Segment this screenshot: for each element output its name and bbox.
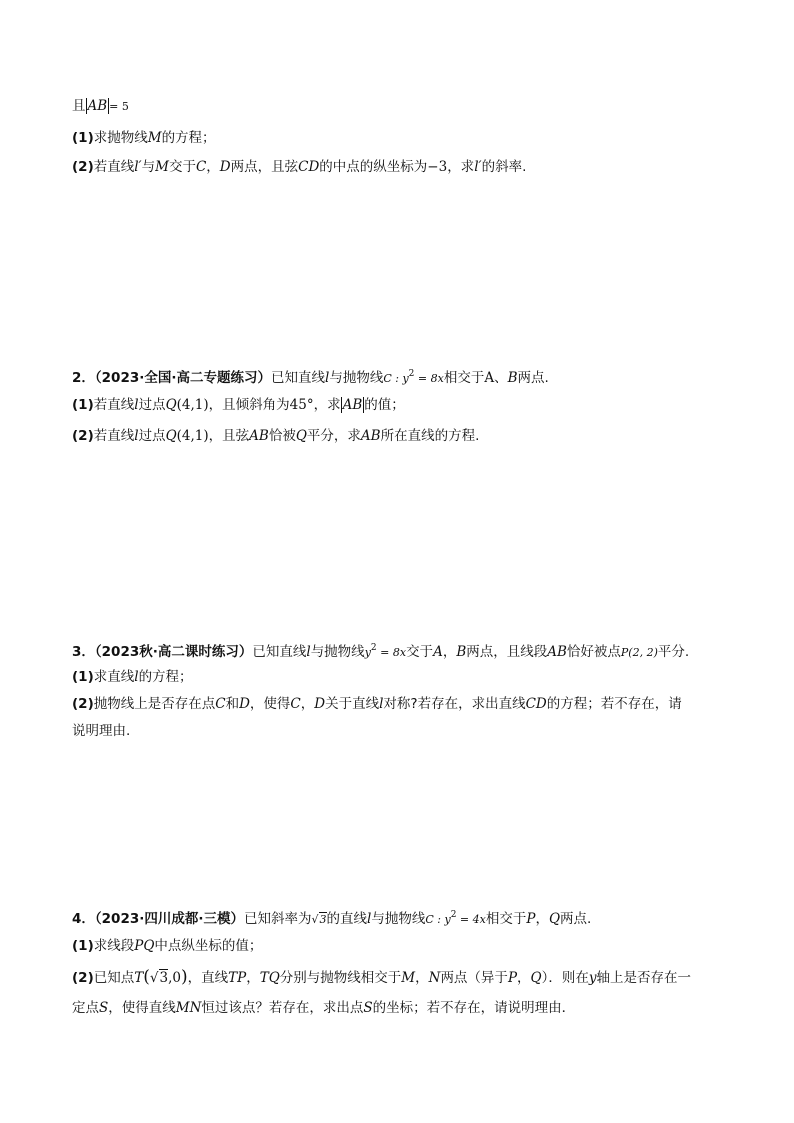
text: ， — [206, 159, 220, 175]
math-exponent: 2 — [408, 369, 415, 379]
text: 和 — [225, 696, 240, 712]
text: 相交于 — [443, 370, 485, 386]
math-M: M — [147, 130, 162, 146]
text: 若直线 — [93, 428, 135, 444]
math-AB: AB — [249, 428, 269, 444]
text: 过点 — [138, 397, 166, 413]
math-MN: MN — [175, 1000, 202, 1016]
math-l: l — [134, 669, 139, 685]
math-sqrt: √3 — [149, 970, 169, 986]
text: 若直线 — [93, 159, 135, 175]
text: 已知点 — [93, 970, 135, 986]
math-D: D — [219, 159, 231, 175]
math-curve: y — [364, 646, 371, 659]
math-coord: (4,1) — [176, 428, 209, 444]
math-C: C — [215, 696, 226, 712]
math-CD: CD — [525, 696, 547, 712]
math-l: l — [379, 696, 384, 712]
math-D: D — [239, 696, 250, 712]
math-l: l — [134, 397, 139, 413]
math-point-P: P(2, 2) — [620, 646, 658, 659]
q4-part1 — [72, 936, 262, 956]
math-CD: CD — [298, 159, 320, 175]
text: ， — [300, 696, 315, 712]
math-D: D — [314, 696, 326, 712]
math-Q: Q — [548, 911, 561, 927]
math-l: l — [306, 644, 311, 660]
text: 两点. — [560, 911, 592, 927]
math-TP: TP — [228, 970, 247, 986]
math-P: P — [526, 911, 536, 927]
text: 交于 — [406, 644, 434, 660]
text: 恰被 — [268, 428, 296, 444]
q2-part1 — [72, 395, 405, 415]
math-A: A — [433, 644, 443, 660]
math-l: l — [134, 428, 139, 444]
text: 定点 — [72, 1000, 99, 1016]
text: ， — [442, 644, 457, 660]
math-coord: (4,1) — [176, 397, 209, 413]
math-sqrt: √3 — [311, 913, 327, 926]
text: ，且倾斜角为 — [208, 397, 290, 413]
part-tag: (2) — [72, 970, 94, 986]
math-N: N — [428, 970, 441, 986]
text: 的坐标；若不存在，请说明理由． — [372, 1000, 576, 1016]
text: 求线段 — [93, 938, 135, 954]
math-value: −3 — [427, 159, 448, 175]
text: ， — [535, 911, 549, 927]
math-exponent: 2 — [370, 643, 377, 653]
text: ， — [415, 970, 429, 986]
text: 抛物线上是否存在点 — [93, 696, 216, 712]
text: ， — [246, 970, 260, 986]
math-curve: C : y — [383, 372, 409, 385]
math-y: y — [588, 970, 597, 986]
math-M: M — [155, 159, 169, 175]
q4-stem — [72, 905, 591, 930]
text: 的中点的纵坐标为 — [319, 159, 428, 175]
text: ，求 — [447, 159, 475, 175]
text: 平分. — [657, 644, 690, 660]
text: 中点纵坐标的值； — [154, 938, 263, 954]
text: 的直线 — [326, 911, 368, 927]
math-Q: Q — [295, 428, 307, 444]
q3-stem — [72, 638, 689, 663]
math-Q: Q — [530, 970, 542, 986]
text: 的方程； — [138, 669, 193, 685]
text: 两点，且线段 — [466, 644, 548, 660]
text: ，求 — [313, 397, 341, 413]
math-S: S — [99, 1000, 109, 1016]
text: 相交于 — [485, 911, 527, 927]
math-C: C — [290, 696, 301, 712]
q4-part2-cont — [72, 998, 575, 1018]
intro-eq: = 5 — [109, 100, 129, 113]
text: 的斜率. — [481, 159, 527, 175]
q2-stem — [72, 364, 549, 389]
q2-part2 — [72, 426, 479, 446]
text: 平分，求 — [306, 428, 361, 444]
math-paren-close: ) — [180, 967, 188, 987]
math-curve: C : y — [425, 913, 451, 926]
text: 关于直线 — [325, 696, 380, 712]
q4-part2 — [72, 967, 691, 988]
math-coord: ,0 — [168, 970, 181, 986]
math-radicand: 3 — [159, 970, 169, 986]
part-tag: (1) — [72, 397, 94, 413]
math-l: l — [367, 911, 372, 927]
math-radicand: 3 — [319, 913, 327, 926]
intro-line — [72, 96, 129, 117]
part-tag: (1) — [72, 669, 94, 685]
text: 与抛物线 — [310, 644, 365, 660]
question-number: 2． — [72, 370, 95, 386]
text: 对称?若存在，求出直线 — [383, 696, 526, 712]
text: 恒过该点？若存在，求出点 — [201, 1000, 364, 1016]
part-tag: (2) — [72, 696, 94, 712]
abs-ab: AB — [87, 98, 108, 114]
math-C: C — [195, 159, 207, 175]
text: 的方程； — [161, 130, 216, 146]
part-tag: (2) — [72, 159, 94, 175]
text: 所在直线的方程. — [380, 428, 480, 444]
text: 两点，且弦 — [230, 159, 299, 175]
math-P: P — [507, 970, 518, 986]
math-curve: = 8x — [376, 646, 407, 659]
text: 已知直线 — [252, 644, 307, 660]
part-tag: (1) — [72, 130, 94, 146]
text: 的值； — [364, 397, 405, 413]
part-tag: (2) — [72, 428, 94, 444]
math-paren-open: ( — [143, 967, 150, 987]
text: ， — [517, 970, 531, 986]
abs-ab: AB — [342, 397, 363, 413]
math-AB: AB — [547, 644, 567, 660]
math-PQ: PQ — [134, 938, 155, 954]
text: 两点. — [517, 370, 549, 386]
text: 恰好被点 — [566, 644, 621, 660]
question-source: （2023秋·高二课时练习） — [94, 644, 253, 660]
math-AB: AB — [360, 428, 381, 444]
question-source: （2023·全国·高二专题练习） — [94, 370, 271, 386]
text: 说明理由. — [72, 723, 131, 739]
text: 分别与抛物线相交于 — [279, 970, 402, 986]
text: 过点 — [138, 428, 166, 444]
text: 与抛物线 — [329, 370, 384, 386]
math-A: A — [484, 370, 495, 386]
math-l-prime: l′ — [474, 159, 482, 175]
math-M: M — [401, 970, 416, 986]
text: 已知直线 — [271, 370, 325, 386]
text: ，使得 — [249, 696, 291, 712]
question-source: （2023·四川成都·三模） — [94, 911, 244, 927]
math-TQ: TQ — [259, 970, 280, 986]
text: 与 — [141, 159, 156, 175]
math-l-prime: l′ — [134, 159, 142, 175]
text: 求抛物线 — [93, 130, 148, 146]
math-exponent: 2 — [450, 910, 457, 920]
math-angle: 45° — [289, 397, 314, 413]
math-T: T — [134, 970, 144, 986]
text: 的方程；若不存在，请 — [546, 696, 682, 712]
math-Q: Q — [165, 428, 177, 444]
text: 已知斜率为 — [244, 911, 312, 927]
q3-part2 — [72, 694, 682, 714]
intro-prefix: 且 — [72, 98, 86, 114]
text: 与抛物线 — [371, 911, 426, 927]
math-curve: = 8x — [414, 372, 444, 385]
math-l: l — [325, 370, 330, 386]
text: 、 — [494, 370, 508, 386]
text: 轴上是否存在一 — [596, 970, 691, 986]
math-curve: = 4x — [456, 913, 486, 926]
text: 若直线 — [93, 397, 135, 413]
q3-part1 — [72, 667, 193, 687]
q1-part2 — [72, 157, 526, 177]
text: ，且弦 — [208, 428, 250, 444]
math-S: S — [363, 1000, 373, 1016]
math-Q: Q — [165, 397, 177, 413]
text: 求直线 — [93, 669, 135, 685]
text: ）．则在 — [541, 970, 589, 986]
math-B: B — [456, 644, 467, 660]
question-number: 4． — [72, 911, 95, 927]
text: ，使得直线 — [108, 1000, 176, 1016]
text: ，直线 — [187, 970, 229, 986]
part-tag: (1) — [72, 938, 94, 954]
math-B: B — [507, 370, 518, 386]
text: 两点（异于 — [440, 970, 508, 986]
question-number: 3． — [72, 644, 95, 660]
text: 交于 — [168, 159, 196, 175]
q1-part1 — [72, 128, 216, 148]
q3-part2-cont — [72, 721, 130, 741]
